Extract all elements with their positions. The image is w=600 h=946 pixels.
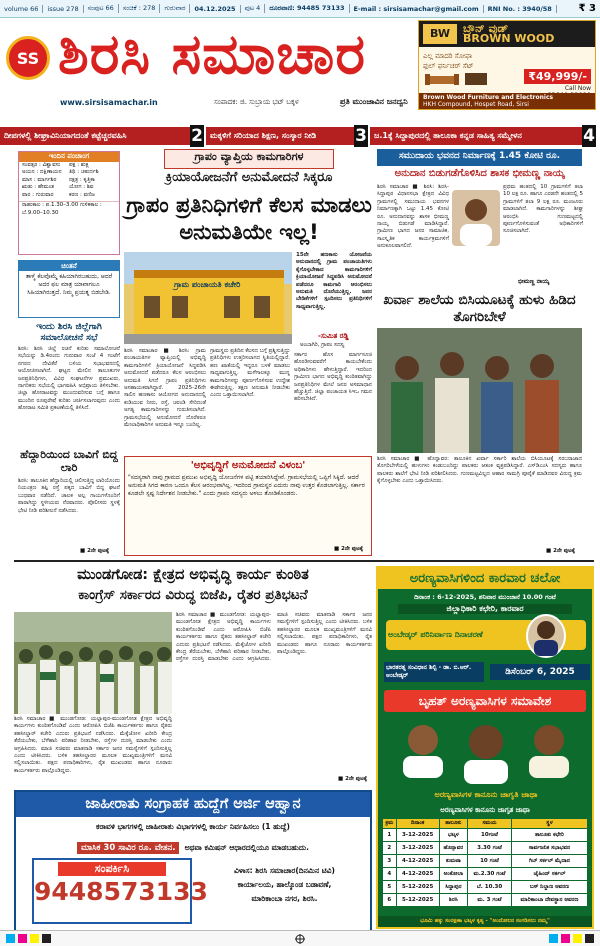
- lead-kicker-2: ಕ್ರಿಯಾಯೋಜನೆಗೆ ಅನುಮೋದನೆ ಸಿಕ್ಕರೂ: [165, 170, 333, 185]
- story-district-meeting-title[interactable]: ಇಂದು ಶಿರಸಿ ಜಿಲ್ಲೆಗಾಗಿ ಸಮಾಲೋಚನೆ ಸಭೆ: [36, 322, 102, 343]
- protest-photo: [14, 612, 172, 714]
- sanchike: ಸಂಚಿಕೆ : 278: [119, 4, 161, 13]
- green-ad-org: ಭಾರತರತ್ನ ಸಂವಿಧಾನ ಶಿಲ್ಪಿ - ಡಾ. ಬಿ.ಆರ್. ಅಂಬೇಡ್ಕರ್: [384, 662, 484, 682]
- green-ad-arc-text: ಅರಣ್ಯವಾಸಿಗಳ ಕಾನೂನು ಜಾಗೃತಿ ಜಾಥಾ: [434, 790, 538, 799]
- lead-headline[interactable]: ಗ್ರಾಪಂ ಪ್ರತಿನಿಧಿಗಳಿಗೆ ಕೆಲಸ ಮಾಡಲು ಅನುಮತಿಯೇ ಇಲ್ಲ!: [126, 193, 372, 244]
- table-cell: 3-12-2025: [396, 829, 439, 842]
- table-cell: ಮ.2.30 ಗಂಟೆ: [468, 868, 512, 881]
- inside-page-4: 4: [583, 126, 595, 146]
- green-ad-event-date: ಡಿಸೆಂಬರ್ 6, 2025: [490, 664, 590, 680]
- table-cell: ಬೆ. 10.30: [468, 881, 512, 894]
- thought-heading: ಚಿಂತನೆ: [19, 261, 119, 271]
- table-cell: ಜೈಹಿಂದ್ ಸರ್ಕಲ್: [511, 868, 587, 881]
- ad-offer-line1: ಎಲ್ಲ ಮಾದರಿ ಸೋಫಾ: [423, 52, 473, 60]
- midday-meal-body: ಶಿರಸಿ ಸಮಾಚಾರ ■ ಹೊನ್ನಾವರ: ತಾಲೂಕಿನ ಖರ್ವಾ ಸರ್ಕಾರಿ ಶಾಲೆಯ ಬಿಸಿಯೂಟಕ್ಕೆ ಸರಬರಾಜಾದ ತೊಗರಿಬೇಳೆಯಲ್ಲಿ ಹುಳುಗಳು ಕಂಡುಬಂದಿದ್ದು ಪಾಲಕರು ಆತಂಕ ವ್ಯಕ್ತಪಡಿಸಿದ್ದಾರೆ. ಎಸ್‌ಡಿಎಂಸಿ ಸದಸ್ಯರು ಹಾಗೂ ಪಾಲಕರು ಶಾಲೆಗೆ ಭೇಟಿ ನೀಡಿ ಪರಿಶೀಲಿಸಿದರು. ಗುಣಮಟ್ಟವಿಲ್ಲದ ಆಹಾರ ಸಾಮಗ್ರಿ ಪೂರೈಕೆ ಮಾಡಿದವರ ವಿರುದ್ಧ ಕ್ರಮ ಕೈಗೊಳ್ಳಬೇಕು ಎಂದು ಒತ್ತಾಯಿಸಿದರು.: [377, 456, 582, 485]
- color-swatch: [42, 934, 51, 943]
- date: 04.12.2025: [190, 5, 240, 13]
- green-ad-venue: ಜಿಲ್ಲಾಧಿಕಾರಿ ಕಛೇರಿ, ಕಾರವಾರ: [398, 604, 572, 614]
- ad-name-kn: ಬ್ರೌನ್ ವುಡ್: [463, 22, 509, 35]
- protest-body-repeat: ಶಿರಸಿ ಸಮಾಚಾರ ■ ಮುಂಡಗೋಡ: ಯಲ್ಲಾಪುರ-ಮುಂಡಗೋಡ ಕ್ಷೇತ್ರದ ಅಭಿವೃದ್ಧಿ ಕಾರ್ಯಗಳು ಕುಂಠಿತಗೊಂಡಿವೆ ಎಂದು ಆರೋಪಿಸಿ ಬಿಜೆಪಿ ಕಾರ್ಯಕರ್ತರು ಹಾಗೂ ರೈತರು ತಹಸೀಲ್ದಾರ್ ಕಚೇರಿ ಎದುರು ಪ್ರತಿಭಟನೆ ನಡೆಸಿದರು. ಮೆಕ್ಕೆಜೋಳ ಖರೀದಿ ಕೇಂದ್ರ ತೆರೆಯಬೇಕು, ಬೆಳೆಹಾನಿ ಪರಿಹಾರ ನೀಡಬೇಕು, ರಸ್ತೆಗಳ ದುರಸ್ತಿ ಮಾಡಬೇಕು ಎಂದು ಆಗ್ರಹಿಸಿದರು. ಮಾಜಿ ಸಚಿವರು ಮಾತನಾಡಿ ಸರ್ಕಾರ ಜನರ ಸಮಸ್ಯೆಗಳಿಗೆ ಸ್ಪಂದಿಸುತ್ತಿಲ್ಲ ಎಂದು ಟೀಕಿಸಿದರು. ಬಳಿಕ ತಹಸೀಲ್ದಾರರ ಮೂಲಕ ಮುಖ್ಯಮಂತ್ರಿಗಳಿಗೆ ಮನವಿ ಸಲ್ಲಿಸಲಾಯಿತು. ಪಕ್ಷದ ಪದಾಧಿಕಾರಿಗಳು, ರೈತ ಮುಖಂಡರು ಹಾಗೂ ನೂರಾರು ಕಾರ್ಯಕರ್ತರು ಪಾಲ್ಗೊಂಡಿದ್ದರು.: [14, 716, 172, 774]
- table-header: ಸಮಯ: [468, 819, 512, 829]
- green-ad-footer: ಭೂಮಿ ಹಕ್ಕು ಸಂರಕ್ಷಣಾ ಭಟ್ಕಳ ಕೃತ್ಯ - "ಅಂದೋಲನ ಸಂಗಡಿಸಲು ನಮ್ಮ": [378, 916, 592, 927]
- table-cell: ತಾಲೂಕು ಕಛೇರಿ: [511, 829, 587, 842]
- inside-headline-2-text: ಮಕ್ಕಳಿಗೆ ಸರಿಯಾದ ಶಿಕ್ಷಣ, ಸಂಸ್ಕಾರ ನೀಡಿ: [210, 131, 317, 140]
- person-icon: [452, 190, 500, 246]
- story-lorry-title[interactable]: ಹೆದ್ದಾರಿಯಿಂದ ಬಾವಿಗೆ ಬಿದ್ದ ಲಾರಿ: [20, 448, 118, 474]
- newspaper-logo: [6, 36, 50, 80]
- inside-headline-1[interactable]: [0, 127, 190, 145]
- panchanga-cell: ಮಾಸ : ಮಾರ್ಗಶಿರ: [22, 176, 57, 183]
- table-header: ಸ್ಥಳ: [511, 819, 587, 829]
- continued-marker[interactable]: ■ 2ನೇ ಪುಟಕ್ಕೆ: [80, 548, 110, 554]
- table-cell: ಸಾರ್ವಜನಿಕ ಸಭಾಭವನ: [511, 842, 587, 855]
- jatha-schedule-table: [382, 818, 588, 907]
- table-cell: 2: [383, 842, 397, 855]
- protest-headline-2[interactable]: ಕಾಂಗ್ರೆಸ್ ಸರ್ಕಾರದ ವಿರುದ್ಧ ಬಿಜೆಪಿ, ರೈತರ ಪ್ರತಿಭಟನೆ: [78, 587, 308, 603]
- color-swatch: [549, 934, 558, 943]
- table-cell: 3: [383, 855, 397, 868]
- sofa-icon: [423, 71, 493, 87]
- lead-quote-box: [124, 456, 372, 556]
- table-cell: 6: [383, 894, 397, 907]
- samputa: ಸಂಪುಟ 66: [84, 4, 119, 13]
- table-cell: ಹೊನ್ನಾವರ: [439, 842, 467, 855]
- leader-photo-icon: [458, 718, 514, 784]
- green-ad-date: ದಿನಾಂಕ : 6-12-2025, ಶನಿವಾರ ಮುಂಜಾನೆ 10.00 ಗಂಟೆ: [414, 593, 556, 601]
- tagline: ಪ್ರತಿ ಮುಂಜಾವಿನ ಜನದ್ವನಿ: [340, 97, 408, 106]
- panchanga-cell: ನಕ್ಷತ್ರ : ಕೃತ್ತಿಕಾ: [69, 176, 95, 183]
- ad-header: [419, 21, 596, 47]
- table-cell: ಗಿಬ್ ಸರ್ಕಲ್ ಮೈದಾನ: [511, 855, 587, 868]
- panchanga-cell: ಋತು : ಹೇಮಂತ: [22, 184, 55, 190]
- protest-body-cont: [14, 716, 172, 784]
- table-cell: 1: [383, 829, 397, 842]
- inside-page-3: 3: [355, 126, 367, 146]
- job-ad-salary-row: [16, 835, 370, 854]
- lead-side-text: 15ನೇ ಹಣಕಾಸು ಯೋಜನೆಯ ಅನುದಾನದಲ್ಲಿ ಗ್ರಾಮ ಪಂಚಾಯತಿಗಳು ಕೈಗೊಳ್ಳಬೇಕಾದ ಕಾಮಗಾರಿಗಳಿಗೆ ಕ್ರಿಯಾಯೋಜನೆ ಸಿದ್ಧಪಡಿಸಿ ಅನುಮೋದನೆ ಪಡೆದರೂ ಕಾಮಗಾರಿ ಆರಂಭಿಸಲು ಅನುಮತಿ ದೊರೆಯುತ್ತಿಲ್ಲ. ಜನರ ಬೇಡಿಕೆಗಳಿಗೆ ಸ್ಪಂದಿಸಲು ಪ್ರತಿನಿಧಿಗಳಿಗೆ ಸಾಧ್ಯವಾಗುತ್ತಿಲ್ಲ.: [296, 252, 372, 310]
- right-body-2: ಪ್ರಥಮ ಹಂತದಲ್ಲಿ 10 ಗ್ರಾಮಗಳಿಗೆ ತಲಾ 10 ಲಕ್ಷ ರೂ. ಹಾಗೂ ಎರಡನೇ ಹಂತದಲ್ಲಿ 5 ಗ್ರಾಮಗಳಿಗೆ ತಲಾ 9 ಲಕ್ಷ ರೂ. ಮಂಜೂರು ಮಾಡಲಾಗಿದೆ. ಕಾಮಗಾರಿಗಳನ್ನು ಶೀಘ್ರ ಆರಂಭಿಸಿ ಗುಣಮಟ್ಟದಲ್ಲಿ ಪೂರ್ಣಗೊಳಿಸುವಂತೆ ಅಧಿಕಾರಿಗಳಿಗೆ ಸೂಚಿಸಲಾಗಿದೆ.: [503, 184, 583, 235]
- top-info-bar: [0, 0, 600, 18]
- table-row: [383, 855, 588, 868]
- table-cell: ಭಟ್ಕಳ: [439, 829, 467, 842]
- thought-box: [18, 260, 120, 318]
- protest-body: ಶಿರಸಿ ಸಮಾಚಾರ ■ ಮುಂಡಗೋಡ: ಯಲ್ಲಾಪುರ-ಮುಂಡಗೋಡ ಕ್ಷೇತ್ರದ ಅಭಿವೃದ್ಧಿ ಕಾರ್ಯಗಳು ಕುಂಠಿತಗೊಂಡಿವೆ ಎಂದು ಆರೋಪಿಸಿ ಬಿಜೆಪಿ ಕಾರ್ಯಕರ್ತರು ಹಾಗೂ ರೈತರು ತಹಸೀಲ್ದಾರ್ ಕಚೇರಿ ಎದುರು ಪ್ರತಿಭಟನೆ ನಡೆಸಿದರು. ಮೆಕ್ಕೆಜೋಳ ಖರೀದಿ ಕೇಂದ್ರ ತೆರೆಯಬೇಕು, ಬೆಳೆಹಾನಿ ಪರಿಹಾರ ನೀಡಬೇಕು, ರಸ್ತೆಗಳ ದುರಸ್ತಿ ಮಾಡಬೇಕು ಎಂದು ಆಗ್ರಹಿಸಿದರು. ಮಾಜಿ ಸಚಿವರು ಮಾತನಾಡಿ ಸರ್ಕಾರ ಜನರ ಸಮಸ್ಯೆಗಳಿಗೆ ಸ್ಪಂದಿಸುತ್ತಿಲ್ಲ ಎಂದು ಟೀಕಿಸಿದರು. ಬಳಿಕ ತಹಸೀಲ್ದಾರರ ಮೂಲಕ ಮುಖ್ಯಮಂತ್ರಿಗಳಿಗೆ ಮನವಿ ಸಲ್ಲಿಸಲಾಯಿತು. ಪಕ್ಷದ ಪದಾಧಿಕಾರಿಗಳು, ರೈತ ಮುಖಂಡರು ಹಾಗೂ ನೂರಾರು ಕಾರ್ಯಕರ್ತರು ಪಾಲ್ಗೊಂಡಿದ್ದರು.: [176, 612, 372, 663]
- lead-kicker: ಗ್ರಾಪಂ ವ್ಯಾಪ್ತಿಯ ಕಾಮಗಾರಿಗಳ: [194, 150, 304, 163]
- table-cell: 4: [383, 868, 397, 881]
- lead-byline: -ಸುಮಿತ ರಡ್ಡಿ: [318, 332, 349, 340]
- color-swatch: [585, 934, 594, 943]
- forest-dwellers-ad[interactable]: [376, 566, 594, 929]
- color-swatch: [561, 934, 570, 943]
- building-icon: [124, 252, 292, 344]
- panchanga-cell: ಸಂವತ್ಸರ : ವಿಶ್ವಾವಸು: [22, 161, 61, 168]
- continued-marker[interactable]: ■ 2ನೇ ಪುಟಕ್ಕೆ: [546, 548, 576, 554]
- table-cell: ಮಾರಿಕಾಂಬಾ ದೇವಸ್ಥಾನ ಆವರಣ: [511, 894, 587, 907]
- table-cell: 4-12-2025: [396, 855, 439, 868]
- ambedkar-portrait: [526, 614, 566, 658]
- color-swatch: [573, 934, 582, 943]
- lead-body-col1: ಶಿರಸಿ ಸಮಾಚಾರ ■ ಶಿರಸಿ: ಗ್ರಾಮ ಪಂಚಾಯತಿಗಳ ವ್ಯಾಪ್ತಿಯಲ್ಲಿ ಅಭಿವೃದ್ಧಿ ಕಾಮಗಾರಿಗಳಿಗೆ ಕ್ರಿಯಾಯೋಜನೆ ಸಿದ್ಧಪಡಿಸಿ ಅನುಮೋದನೆ ಪಡೆದರೂ ಕೆಲಸ ಆರಂಭಿಸಲು ಅನುಮತಿ ಸಿಗದೆ ಗ್ರಾಪಂ ಪ್ರತಿನಿಧಿಗಳು ಅಸಹಾಯಕರಾಗಿದ್ದಾರೆ. 2025-26ನೇ ಸಾಲಿನ ಹಣಕಾಸು ಆಯೋಗದ ಅನುದಾನದಲ್ಲಿ ಕುಡಿಯುವ ನೀರು, ರಸ್ತೆ, ಚರಂಡಿ ಸೇರಿದಂತೆ ಅಗತ್ಯ ಕಾಮಗಾರಿಗಳನ್ನು ಗುರುತಿಸಲಾಗಿದೆ. ಗ್ರಾಮಸಭೆಯಲ್ಲಿ ಅನುಮೋದನೆ ದೊರೆತರೂ ಮೇಲಾಧಿಕಾರಿಗಳ ಅನುಮತಿ ಇನ್ನೂ ಬಂದಿಲ್ಲ.: [124, 348, 206, 429]
- table-row: [383, 881, 588, 894]
- newspaper-title: ಶಿರಸಿ ಸಮಾಚಾರ: [58, 21, 366, 87]
- job-ad-line1: ಕರಾವಳಿ ಭಾಗಗಳಲ್ಲಿ ಜಾಹೀರಾತು ವಿಭಾಗಗಳಲ್ಲಿ ಕಾರ್ಯ ನಿರ್ವಹಿಸಲು (1 ಹುದ್ದೆ): [96, 822, 290, 831]
- inside-headline-2[interactable]: [206, 127, 354, 145]
- inside-headline-3[interactable]: [370, 127, 582, 145]
- green-ad-big-event: ಬೃಹತ್ ಅರಣ್ಯವಾಸಿಗಳ ಸಮಾವೇಶ: [384, 690, 586, 712]
- crowd-icon: [14, 612, 172, 714]
- phone: ದೂರವಾಣಿ: 94485 73133: [265, 4, 349, 13]
- email[interactable]: E-mail : sirsisamachar@gmail.com: [350, 5, 484, 13]
- inside-page-2: 2: [191, 126, 203, 146]
- table-cell: ಬಸ್ ನಿಲ್ದಾಣ ಆವರಣ: [511, 881, 587, 894]
- lead-byline-role: ಅಂಬಾಗಿರಿ, ಗ್ರಾಪಂ ಸದಸ್ಯ: [300, 342, 345, 348]
- lead-body-col3: ಸರ್ಕಾರ ಹೊಸ ಮಾರ್ಗಸೂಚಿ ಹೊರಡಿಸುವವರೆಗೆ ಕಾಯಬೇಕೆಂದು ಅಧಿಕಾರಿಗಳು ಹೇಳುತ್ತಿದ್ದಾರೆ. ಇದರಿಂದ ಗ್ರಾಮೀಣ ಭಾಗದ ಅಭಿವೃದ್ಧಿ ಕುಂಠಿತವಾಗಿದ್ದು ಜನಪ್ರತಿನಿಧಿಗಳ ಮೇಲೆ ಜನರ ಅಸಮಾಧಾನ ಹೆಚ್ಚುತ್ತಿದೆ. ಜಿಲ್ಲಾ ಪಂಚಾಯತ ಸಿಇಒ ಗಮನ ಹರಿಸಬೇಕಿದೆ.: [294, 352, 372, 403]
- table-header: ಕ್ರಮ: [383, 819, 397, 829]
- job-ad-address: [202, 864, 367, 906]
- right-headline[interactable]: ಅನುದಾನ ಬಿಡುಗಡೆಗೊಳಿಸಿದ ಶಾಸಕ ಭೀಮಣ್ಣ ನಾಯ್ಕ: [394, 168, 565, 179]
- page-count: ಪುಟ 4: [241, 4, 266, 13]
- table-cell: ಶಿರಸಿ: [439, 894, 467, 907]
- portrait-icon: [528, 616, 564, 656]
- logo-text: SS: [16, 48, 40, 68]
- panchanga-cell: ಯೋಗ : ಶಿವ: [69, 184, 94, 190]
- leader-photo-icon: [398, 718, 448, 778]
- ad-footer-line1: Brown Wood Furniture and Electronics: [423, 94, 554, 101]
- volume: volume 66: [0, 5, 43, 13]
- ad-call-label: Call Now: [564, 85, 591, 92]
- color-swatch: [30, 934, 39, 943]
- job-ad-title: ಜಾಹೀರಾತು ಸಂಗ್ರಾಹಕ ಹುದ್ದೆಗೆ ಅರ್ಜಿ ಆಹ್ವಾನ: [16, 792, 370, 817]
- job-ad[interactable]: [14, 790, 372, 932]
- table-row: [383, 894, 588, 907]
- inside-headline-1-text: ದೀಪಗಳಲ್ಲಿ ಶೀಘ್ರಾವಿನಿಯಾಗದಂತೆ ಕಟ್ಟೆಚ್ಚರವಹಿಸಿ: [4, 131, 127, 140]
- protest-headline[interactable]: ಮುಂಡಗೋಡ: ಕ್ಷೇತ್ರದ ಅಭಿವೃದ್ಧಿ ಕಾರ್ಯ ಕುಂಠಿತ: [77, 567, 309, 583]
- ad-offer-line2: ಫುಲ್ ಫರ್ನಿಚರ್ ಸೆಟ್: [423, 62, 474, 70]
- quote-heading: 'ಅಭಿವೃದ್ಧಿಗೆ ಅನುಮೋದನೆ ವಿಳಂಬ': [190, 460, 306, 471]
- panchanga-box: [18, 151, 120, 255]
- table-cell: 4-12-2025: [396, 868, 439, 881]
- panchanga-timing: ರಾಹುಕಾಲ : ಪ.1.30–3.00 ಗುಳಿಕಕಾಲ : ಬೆ.9.00–10.30: [22, 202, 102, 216]
- panchanga-cell: ಕರಣ : ವಣಿಜ: [69, 191, 95, 198]
- job-ad-contact[interactable]: [32, 858, 208, 924]
- panchanga-cell: ವಾರ : ಗುರುವಾರ: [22, 191, 54, 198]
- continued-marker[interactable]: ■ 2ನೇ ಪುಟಕ್ಕೆ: [334, 546, 364, 552]
- ad-price: ₹49,999/-: [524, 69, 591, 84]
- job-ad-address-2: ಕಾರ್ಯಾಲಯ, ಹಾಲ್ಕೊಂಡ ಬಡಾವಣೆ,: [237, 880, 332, 889]
- print-registration-bar: [0, 930, 600, 946]
- job-ad-salary: ಮಾಸಿಕ 30 ಸಾವಿರ ರೂ. ವೇತನ.: [77, 842, 179, 854]
- table-cell: ಸಿದ್ದಾಪುರ: [439, 881, 467, 894]
- weekday: ಗುರುವಾರ: [160, 4, 190, 13]
- midday-meal-photo: [377, 328, 582, 453]
- website-link[interactable]: www.sirsisamachar.in: [60, 98, 158, 107]
- table-cell: ಮ. 3 ಗಂಟೆ: [468, 894, 512, 907]
- right-body-1: ಶಿರಸಿ ಸಮಾಚಾರ ■ ಶಿರಸಿ: ಶಿರಸಿ-ಸಿದ್ದಾಪುರ ವಿಧಾನಸಭಾ ಕ್ಷೇತ್ರದ ವಿವಿಧ ಗ್ರಾಮಗಳಲ್ಲಿ ಸಮುದಾಯ ಭವನಗಳ ನಿರ್ಮಾಣಕ್ಕಾಗಿ ಒಟ್ಟು 1.45 ಕೋಟಿ ರೂ. ಅನುದಾನವನ್ನು ಶಾಸಕ ಭೀಮಣ್ಣ ನಾಯ್ಕ ಬಿಡುಗಡೆ ಮಾಡಿಸಿದ್ದಾರೆ. ಗ್ರಾಮೀಣ ಭಾಗದ ಜನರ ಸಾಮಾಜಿಕ, ಸಾಂಸ್ಕೃತಿಕ ಕಾರ್ಯಕ್ರಮಗಳಿಗೆ ಅನುಕೂಲವಾಗಲಿದೆ.: [377, 184, 449, 250]
- table-cell: ಕುಮಟಾ: [439, 855, 467, 868]
- rni: RNI No. : 3940/58: [484, 5, 557, 13]
- leaders-photos: [398, 718, 574, 788]
- brown-wood-ad[interactable]: [418, 20, 596, 110]
- table-cell: 10ಗಂಟೆ: [468, 829, 512, 842]
- mla-caption: ಭೀಮಣ್ಣ ನಾಯ್ಕ: [518, 278, 550, 285]
- group-photo-icon: [377, 328, 582, 453]
- color-swatch: [6, 934, 15, 943]
- color-swatch: [18, 934, 27, 943]
- quote-text: "ಸದಸ್ಯರಾಗಿ ನಾವು ಗ್ರಾಮದ ಪ್ರಮುಖ ಅಭಿವೃದ್ಧಿ ಯೋಜನೆಗಳ ಪಟ್ಟಿ ತಯಾರಿಸಿದ್ದೇವೆ. ಗ್ರಾಮಸಭೆಯಲ್ಲಿ ಒಪ್ಪಿಗೆ ಸಿಕ್ಕಿದೆ. ಆದರೆ ಅನುಮತಿ ಸಿಗದ ಕಾರಣ ಒಂದೂ ಕೆಲಸ ಆರಂಭವಾಗಿಲ್ಲ. ಇದರಿಂದ ಗ್ರಾಮಸ್ಥರ ಎದುರು ನಾವು ಉತ್ತರ ಕೊಡಲಾಗುತ್ತಿಲ್ಲ. ಸರ್ಕಾರ ಕೂಡಲೇ ಸ್ಪಷ್ಟ ನಿರ್ದೇಶನ ನೀಡಬೇಕು." ಎಂದು ಗ್ರಾಪಂ ಸದಸ್ಯರು ಅಳಲು ತೋಡಿಕೊಂಡರು.: [128, 474, 365, 497]
- job-ad-address-3: ಮಾರಿಕಾಂಬಾ ನಗರ, ಶಿರಸಿ.: [251, 894, 318, 903]
- panchanga-heading: ಇಂದಿನ ಪಂಚಾಂಗ: [19, 152, 119, 162]
- table-cell: ಅಂಕೋಲಾ: [439, 868, 467, 881]
- price: ₹ 3: [578, 3, 596, 14]
- issue: issue 278: [43, 5, 83, 13]
- ad-footer-line2: HKH Compound, Hospet Road, Sirsi: [423, 101, 529, 108]
- thought-text: ತಾಳ್ಮೆ ಕೆಲವೊಮ್ಮೆ ಕಹಿಯಾಗಿರಬಹುದು, ಆದರೆ ಅದರ ಫಲ ಮಾತ್ರ ಯಾವಾಗಲೂ ಸಿಹಿಯಾಗಿರುತ್ತದೆ. ನಿಮ್ಮ ಪ್ರಯತ್ನ ಬಿಡಬೇಡಿ.: [25, 273, 113, 296]
- inside-headline-3-text: ಜ.1ಕ್ಕೆ ಸಿದ್ದಾಪುರದಲ್ಲಿ ತಾಲೂಕಾ ಕನ್ನಡ ಸಾಹಿತ್ಯ ಸಮ್ಮೇಳನ: [374, 131, 522, 140]
- right-kicker: ಸಮುದಾಯ ಭವನದ ನಿರ್ಮಾಣಕ್ಕೆ 1.45 ಕೋಟಿ ರೂ.: [398, 151, 561, 161]
- job-ad-contact-label: ಸಂಪರ್ಕಿಸಿ: [58, 862, 166, 876]
- lead-body-col2: ಗ್ರಾಮಸ್ಥರು ಪ್ರತಿದಿನ ಕೆಲಸದ ಬಗ್ಗೆ ಪ್ರಶ್ನಿಸುತ್ತಿದ್ದು ಪ್ರತಿನಿಧಿಗಳು ಉತ್ತರಿಸಲಾಗದ ಸ್ಥಿತಿಯಲ್ಲಿದ್ದಾರೆ. ಹಣ ಖಾತೆಯಲ್ಲಿ ಇದ್ದರೂ ಬಳಕೆ ಮಾಡಲು ಸಾಧ್ಯವಾಗುತ್ತಿಲ್ಲ. ಮಳೆಗಾಲಕ್ಕೂ ಮುನ್ನ ಕಾಮಗಾರಿಗಳನ್ನು ಪೂರ್ಣಗೊಳಿಸುವ ಉದ್ದೇಶ ಈಡೇರುತ್ತಿಲ್ಲ. ತಕ್ಷಣ ಅನುಮತಿ ನೀಡಬೇಕು ಎಂದು ಒತ್ತಾಯಿಸಲಾಗಿದೆ.: [210, 348, 290, 399]
- panchanga-cell: ಪಕ್ಷ : ಶುಕ್ಲ: [69, 161, 89, 168]
- table-body: [383, 829, 588, 907]
- story-district-meeting-body: ಶಿರಸಿ: ಶಿರಸಿ ಜಿಲ್ಲೆ ರಚನೆ ಕುರಿತು ಸಮಾಲೋಚನೆ ಸಭೆಯನ್ನು ಡಿ.4ರಂದು ಗುರುವಾರ ಸಂಜೆ 4 ಗಂಟೆಗೆ ನಗರದ ದೇವಿಕೆರೆ ಬಳಿಯ ಸಭಾಭವನದಲ್ಲಿ ಆಯೋಜಿಸಲಾಗಿದೆ. ಘಟ್ಟದ ಮೇಲಿನ ತಾಲೂಕುಗಳ ಜನಪ್ರತಿನಿಧಿಗಳು, ವಿವಿಧ ಸಂಘಟನೆಗಳ ಪ್ರಮುಖರು, ನಾಗರಿಕರು ಸಭೆಯಲ್ಲಿ ಭಾಗವಹಿಸಿ ಅಭಿಪ್ರಾಯ ತಿಳಿಸಬೇಕು. ಜಿಲ್ಲಾ ಹೋರಾಟವನ್ನು ಮುಂದುವರಿಸುವ ಬಗ್ಗೆ ಹಾಗೂ ಮುಂದಿನ ರೂಪುರೇಷೆ ಕುರಿತು ಚರ್ಚಿಸಲಾಗುವುದು ಎಂದು ಹೋರಾಟ ಸಮಿತಿ ಪ್ರಕಟಣೆಯಲ್ಲಿ ತಿಳಿಸಿದೆ.: [18, 346, 120, 412]
- table-row: [383, 868, 588, 881]
- story-lorry-body: ಶಿರಸಿ: ತಾಲೂಕಿನ ಹೆದ್ದಾರಿಯಲ್ಲಿ ಚಲಿಸುತ್ತಿದ್ದ ಲಾರಿಯೊಂದು ನಿಯಂತ್ರಣ ತಪ್ಪಿ ರಸ್ತೆ ಪಕ್ಕದ ಬಾವಿಗೆ ಬಿದ್ದ ಘಟನೆ ಬುಧವಾರ ನಡೆದಿದೆ. ಚಾಲಕ ಅಲ್ಪ ಗಾಯಗಳೊಂದಿಗೆ ಪಾರಾಗಿದ್ದು ಸ್ಥಳೀಯರು ನೆರವಾದರು. ಪೊಲೀಸರು ಸ್ಥಳಕ್ಕೆ ಭೇಟಿ ನೀಡಿ ಪರಿಶೀಲನೆ ನಡೆಸಿದರು.: [18, 478, 120, 514]
- job-ad-commission: ಅಥವಾ ಕಮಿಷನ್ ಆಧಾರದಲ್ಲಿಯೂ ಮಾಡಬಹುದು.: [184, 843, 309, 852]
- job-ad-contact-number: 9448573133: [34, 877, 208, 906]
- midday-meal-headline[interactable]: ಖರ್ವಾ ಶಾಲೆಯ ಬಿಸಿಯೂಟಕ್ಕೆ ಹುಳು ಹಿಡಿದ ತೊಗರಿಬೇಳೆ: [383, 292, 576, 325]
- mla-photo: [452, 190, 500, 246]
- table-cell: 10 ಗಂಟೆ: [468, 855, 512, 868]
- editor-line: ಸಂಪಾದಕ: ಜಿ. ಸುಬ್ರಾಯ ಭಟ್ ಬಕ್ಕಳ: [214, 98, 299, 106]
- panchanga-cell: ಅಯನ : ದಕ್ಷಿಣಾಯನ: [22, 169, 62, 175]
- table-header: ದಿನಾಂಕ: [396, 819, 439, 829]
- lead-photo: [124, 252, 292, 344]
- table-cell: 5-12-2025: [396, 881, 439, 894]
- table-row: [383, 842, 588, 855]
- green-ad-sub: ಅಂಬೇಡ್ಕರ್ ಪರಿನಿರ್ವಾಣ ದಿನಾಚರಣೆ: [388, 630, 483, 639]
- table-row: [383, 829, 588, 842]
- table-cell: 5-12-2025: [396, 894, 439, 907]
- continued-marker[interactable]: ■ 2ನೇ ಪುಟಕ್ಕೆ: [338, 776, 368, 782]
- green-ad-table-title: ಅರಣ್ಯವಾಸಿಗಳ ಕಾನೂನು ಜಾಗೃತ ಜಾಥಾ: [440, 806, 530, 814]
- table-cell: 5: [383, 881, 397, 894]
- building-sign: ಗ್ರಾಮ ಪಂಚಾಯತಿ ಕಚೇರಿ: [174, 280, 241, 289]
- section-divider: [14, 560, 594, 562]
- table-cell: 3.30 ಗಂಟೆ: [468, 842, 512, 855]
- leader-photo-icon: [524, 718, 574, 778]
- job-ad-address-1: ವಿಳಾಸ: ಶಿರಸಿ ಸಮಾಚಾರ(ದಿನಮಿನ ಟಿವಿ): [234, 866, 335, 875]
- table-cell: 3-12-2025: [396, 842, 439, 855]
- green-ad-title: ಅರಣ್ಯವಾಸಿಗಳಿಂದ ಕಾರವಾರ ಚಲೋ: [378, 568, 592, 589]
- ad-footer: [419, 93, 596, 109]
- ad-logo: BW: [423, 24, 457, 44]
- panchanga-cell: ತಿಥಿ : ಚತುರ್ದಶಿ: [69, 169, 99, 175]
- registration-mark-icon: [295, 934, 305, 944]
- table-header: ತಾಲೂಕು: [439, 819, 467, 829]
- ad-name-en: BROWN WOOD: [463, 32, 555, 45]
